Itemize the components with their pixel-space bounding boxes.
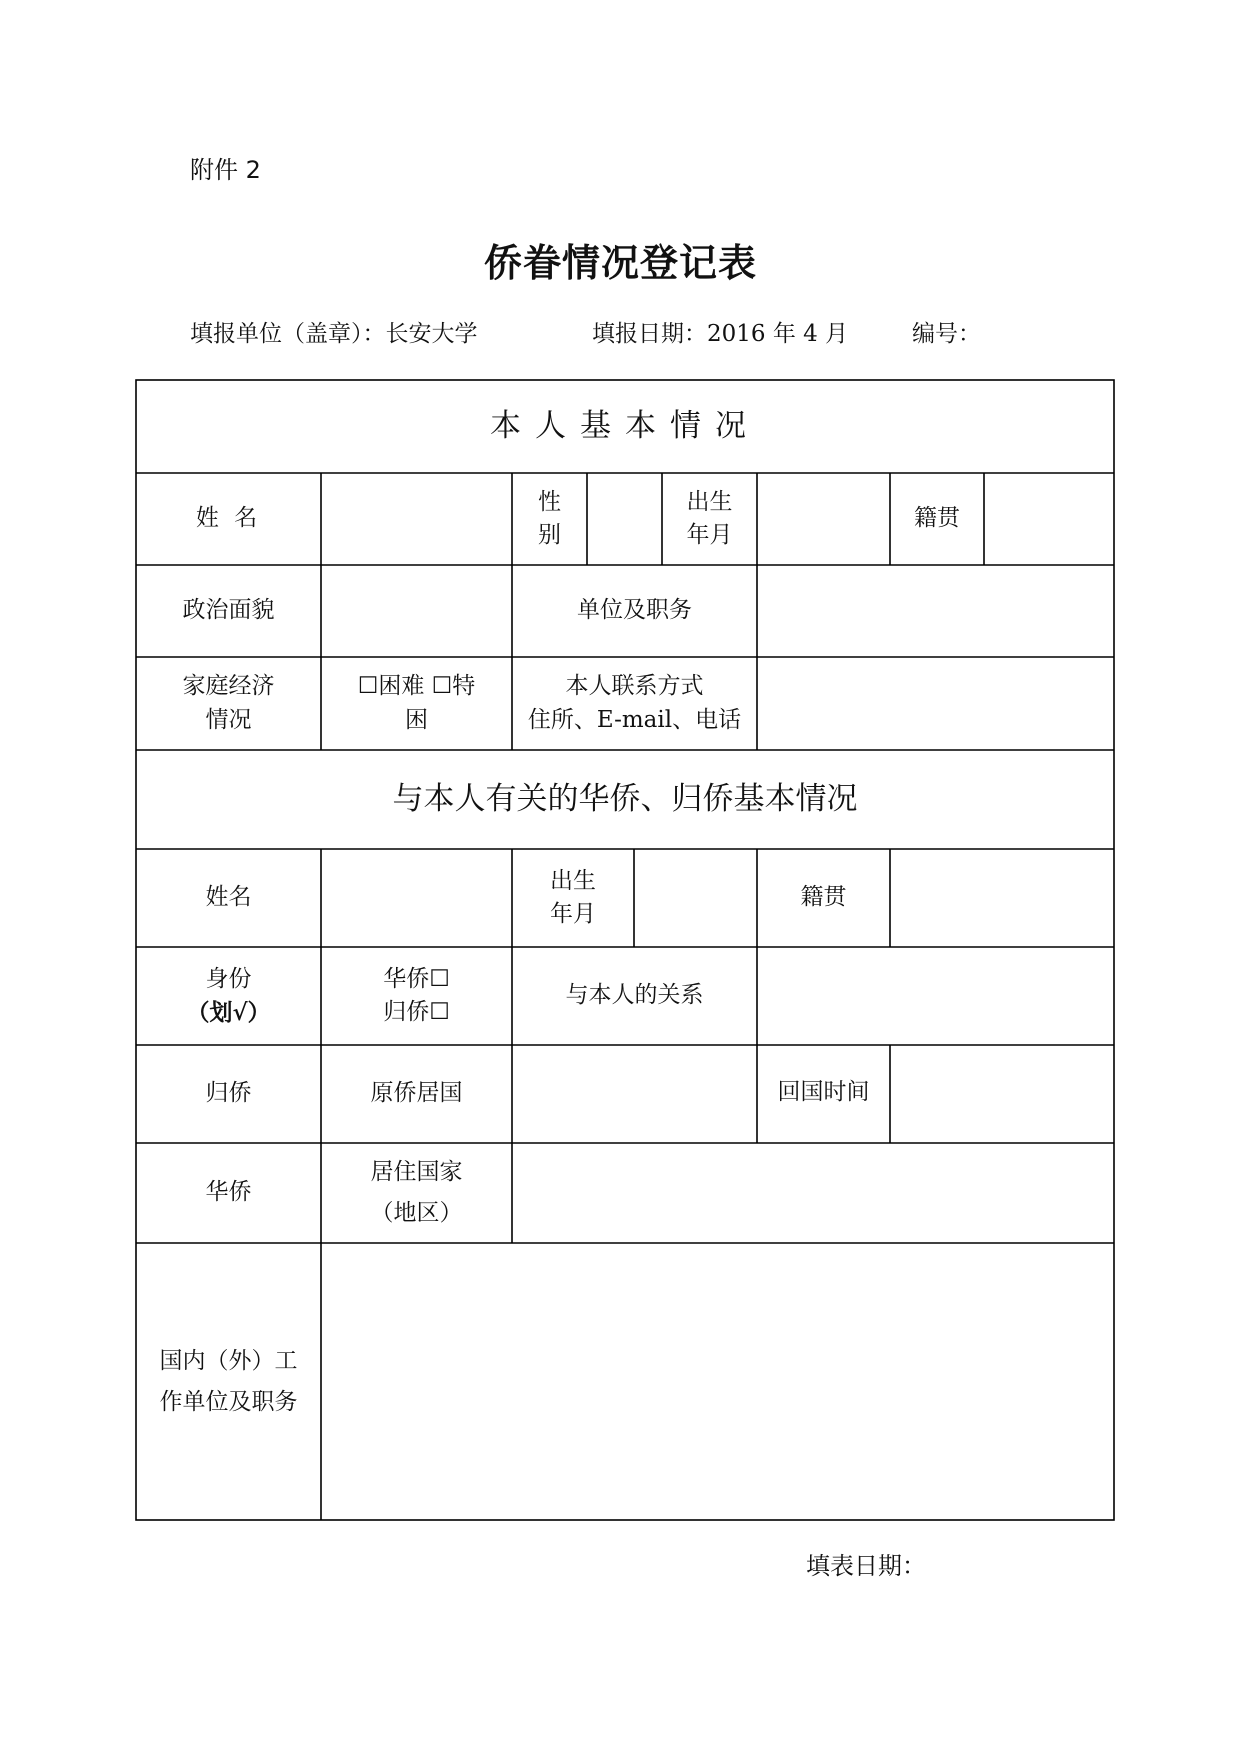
work-unit-field[interactable] <box>321 1243 1114 1520</box>
form-title: 侨眷情况登记表 <box>483 241 757 285</box>
gender-label: 性 别 <box>538 488 561 548</box>
return-time-label: 回国时间 <box>777 1078 870 1105</box>
relative-birth-label: 出生 年月 <box>550 867 596 927</box>
residence-country-label: 居住国家 （地区） <box>370 1158 463 1226</box>
section-header-personal: 本人基本情况 <box>490 408 760 445</box>
reporting-unit: 填报单位（盖章）：长安大学 <box>190 321 478 347</box>
identity-label-cell <box>136 947 321 1045</box>
relation-field[interactable] <box>757 947 1114 1045</box>
work-unit-label: 国内（外）工 作单位及职务 <box>159 1348 298 1415</box>
native-place-label: 籍贯 <box>914 505 960 532</box>
origin-country-field[interactable] <box>512 1045 757 1143</box>
fill-date-label: 填表日期： <box>806 1552 926 1580</box>
identity-label: 身份 <box>205 965 252 992</box>
relative-birth-field[interactable] <box>634 849 757 947</box>
overseas-label: 华侨 <box>205 1179 252 1206</box>
relative-native-field[interactable] <box>890 849 1114 947</box>
serial-number-label: 编号： <box>912 321 981 347</box>
relative-native-label: 籍贯 <box>800 884 847 911</box>
family-economy-checkboxes[interactable]: ☐困难 ☐特 困 <box>357 673 476 733</box>
relation-label: 与本人的关系 <box>565 982 704 1009</box>
name-field[interactable] <box>321 473 512 565</box>
returnee-label: 归侨 <box>205 1080 252 1107</box>
residence-country-field[interactable] <box>512 1143 1114 1243</box>
family-economy-label: 家庭经济 情况 <box>182 673 275 733</box>
gender-field[interactable] <box>587 473 662 565</box>
section-header-overseas: 与本人有关的华侨、归侨基本情况 <box>392 781 858 818</box>
native-place-field[interactable] <box>984 473 1114 565</box>
birth-field[interactable] <box>757 473 890 565</box>
unit-position-field[interactable] <box>757 565 1114 657</box>
unit-position-label: 单位及职务 <box>577 597 692 624</box>
reporting-date: 填报日期：2016 年 4 月 <box>592 321 849 347</box>
return-time-field[interactable] <box>890 1045 1114 1143</box>
relative-name-label: 姓名 <box>205 884 252 911</box>
political-status-label: 政治面貌 <box>182 597 275 624</box>
contact-field[interactable] <box>757 657 1114 750</box>
contact-label: 本人联系方式 住所、E-mail、电话 <box>527 673 742 733</box>
identity-checkboxes[interactable]: 华侨☐ 归侨☐ <box>383 965 450 1025</box>
identity-hint: （划√） <box>186 999 271 1026</box>
attachment-label: 附件 2 <box>190 156 261 184</box>
relative-name-field[interactable] <box>321 849 512 947</box>
origin-country-label: 原侨居国 <box>370 1080 463 1107</box>
birth-label: 出生 年月 <box>686 488 733 548</box>
political-status-field[interactable] <box>321 565 512 657</box>
name-label: 姓 名 <box>195 505 262 532</box>
